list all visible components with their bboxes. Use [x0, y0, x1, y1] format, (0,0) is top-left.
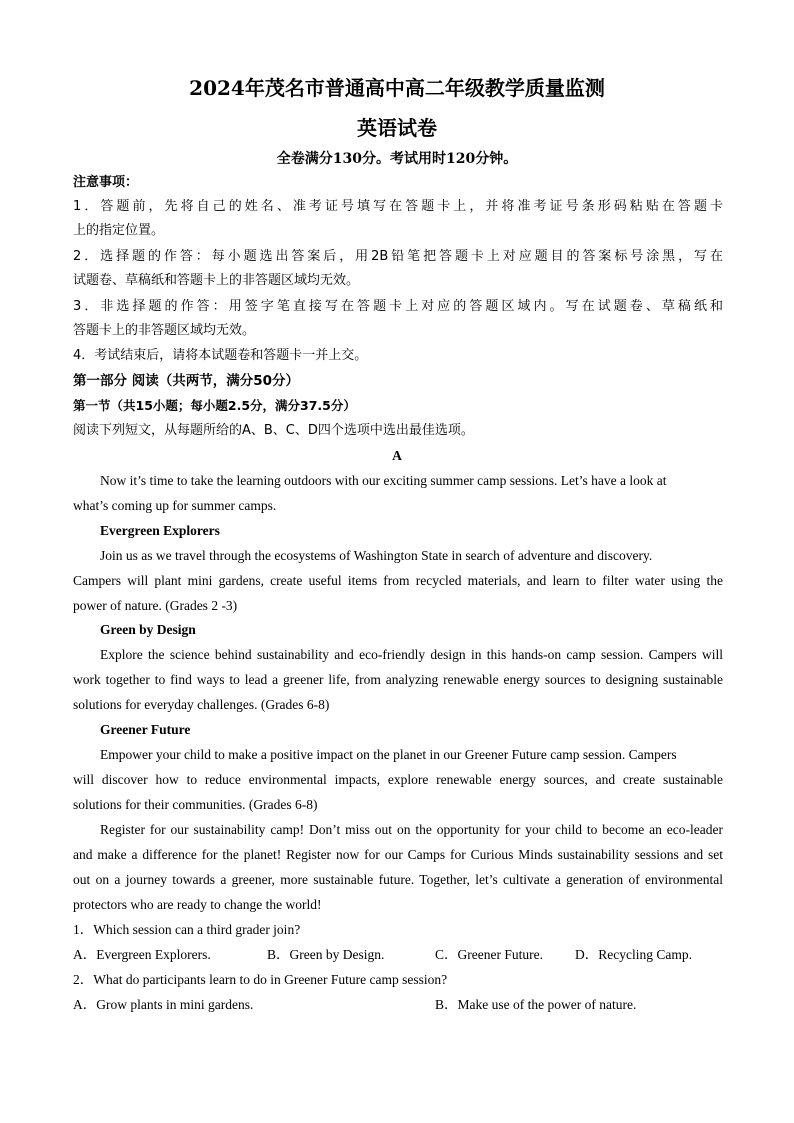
- passage-line: out on a journey towards a greener, more sustainable future. Together, let’s cultivate a generation of environmental: [73, 872, 723, 887]
- passage-line: protectors who are ready to change the world!: [73, 897, 322, 912]
- notes-line: 答题卡上的非答题区域均无效。: [73, 323, 256, 338]
- camp-name: Green by Design: [100, 622, 196, 637]
- question-stem: 1．Which session can a third grader join?: [73, 922, 301, 937]
- passage-line: Join us as we travel through the ecosystems of Washington State in search of adventure and discovery.: [100, 548, 653, 563]
- passage-line: what’s coming up for summer camps.: [73, 498, 277, 513]
- passage-line: solutions for everyday challenges. (Grades 6-8): [73, 697, 330, 712]
- notes-line: 4．考试结束后，请将本试题卷和答题卡一并上交。: [73, 348, 368, 363]
- option-b: B．Make use of the power of nature.: [435, 997, 637, 1012]
- option-d: D．Recycling Camp.: [575, 947, 692, 962]
- notes-line: 3．非选择题的作答：用签字笔直接写在答题卡上对应的答题区域内。写在试题卷、草稿纸和: [73, 299, 723, 314]
- part1-heading: 第一部分 阅读（共两节，满分50分）: [73, 373, 299, 389]
- exam-title: 2024年茂名市普通高中高二年级教学质量监测: [189, 76, 605, 100]
- option-a: A．Evergreen Explorers.: [73, 947, 211, 962]
- passage-line: power of nature. (Grades 2 -3): [73, 598, 238, 613]
- option-b: B．Green by Design.: [267, 947, 385, 962]
- question-stem: 2．What do participants learn to do in Greener Future camp session?: [73, 972, 448, 987]
- passage-line: Campers will plant mini gardens, create useful items from recycled materials, and learn to filter water using the: [73, 573, 723, 588]
- passage-line: Now it’s time to take the learning outdoors with our exciting summer camp sessions. Let’s have a look at: [100, 473, 667, 488]
- score-time-line: 全卷满分130分。考试用时120分钟。: [276, 151, 518, 167]
- passage-line: Explore the science behind sustainability and eco-friendly design in this hands-on camp session. Campers will: [100, 647, 723, 662]
- notes-line: 2．选择题的作答：每小题选出答案后，用2B铅笔把答题卡上对应题目的答案标号涂黑，写在: [73, 249, 723, 264]
- passage-line: Register for our sustainability camp! Don’t miss out on the opportunity for your child to become an eco-leader: [100, 822, 723, 837]
- camp-name: Evergreen Explorers: [100, 523, 220, 538]
- instruction-line: 阅读下列短文，从每题所给的A、B、C、D四个选项中选出最佳选项。: [73, 423, 474, 438]
- passage-line: Empower your child to make a positive impact on the planet in our Greener Future camp session. Campers: [100, 747, 677, 762]
- passage-label: A: [392, 448, 402, 463]
- passage-line: solutions for their communities. (Grades 6-8): [73, 797, 318, 812]
- passage-line: work together to find ways to lead a greener life, from analyzing renewable energy sources to designing sustainable: [73, 672, 723, 687]
- passage-line: and make a difference for the planet! Register now for our Camps for Curious Minds sustainability sessions and set: [73, 847, 723, 862]
- option-a: A．Grow plants in mini gardens.: [73, 997, 254, 1012]
- camp-name: Greener Future: [100, 722, 191, 737]
- passage-line: will discover how to reduce environmental impacts, explore renewable energy sources, and create sustainable: [73, 772, 723, 787]
- subject-title: 英语试卷: [357, 116, 437, 140]
- section1-heading: 第一节（共15小题；每小题2.5分，满分37.5分）: [73, 398, 356, 413]
- notes-line: 试题卷、草稿纸和答题卡上的非答题区域均无效。: [73, 273, 360, 288]
- notes-line: 上的指定位置。: [73, 223, 165, 238]
- option-c: C．Greener Future.: [435, 947, 543, 962]
- notes-heading: 注意事项：: [73, 175, 139, 190]
- notes-line: 1．答题前，先将自己的姓名、准考证号填写在答题卡上，并将准考证号条形码粘贴在答题卡: [73, 199, 723, 214]
